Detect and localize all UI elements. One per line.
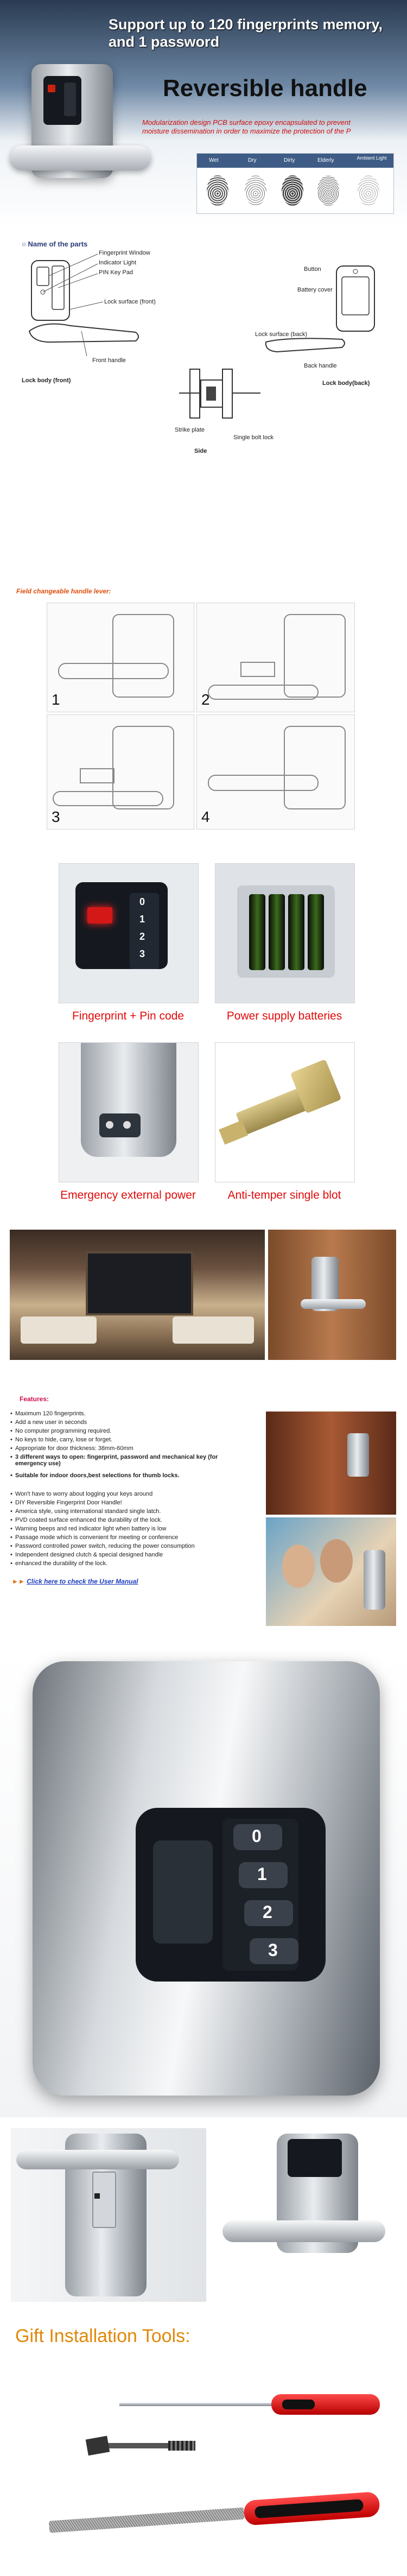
- feature-item: • Appropriate for door thickness: 38mm-60mm: [15, 1445, 133, 1452]
- manual-link-row: [12, 1578, 138, 1585]
- features-photos-section: [0, 847, 407, 1221]
- parts-heading-text: Name of the parts: [28, 240, 88, 248]
- parts-front-drawing: [22, 250, 163, 375]
- closeup-key-2: 2: [263, 1902, 272, 1922]
- door-photo-small: [266, 1412, 396, 1515]
- label-side: Side: [194, 448, 207, 454]
- label-lock-body-front: Lock body (front): [22, 377, 71, 384]
- room-photos-section: [0, 1230, 407, 1365]
- lever-step-1: [47, 603, 194, 712]
- features-list-section: [0, 1379, 407, 1650]
- caption-emergency-power: Emergency external power: [60, 1189, 196, 1201]
- hero-desc-1: Modularization design PCB surface epoxy encapsulated to prevent: [142, 118, 351, 126]
- step-number: 4: [201, 808, 210, 825]
- caption-fingerprint-pin: Fingerprint + Pin code: [72, 1010, 185, 1022]
- finger-type-dirty: Dirty: [284, 157, 295, 163]
- fingerprint-icon: [245, 175, 266, 206]
- living-room-photo: [10, 1230, 265, 1360]
- label-lock-body-back: Lock body(back): [322, 380, 370, 387]
- screwdriver-image: [119, 2383, 391, 2427]
- lever-step-4: [196, 714, 355, 830]
- photo-batteries: [215, 863, 355, 1003]
- parts-heading: [22, 240, 87, 248]
- back-photos-section: [0, 2128, 407, 2307]
- label-back-handle: Back handle: [304, 363, 337, 369]
- closeup-key-1: 1: [257, 1864, 267, 1884]
- fingerprint-icon: [207, 175, 228, 206]
- feature-item: • Add a new user in seconds: [15, 1419, 87, 1426]
- family-photo: [266, 1517, 396, 1626]
- circle-icon: ○: [22, 240, 28, 248]
- label-lock-surface-back: Lock surface (back): [255, 331, 307, 338]
- fingerprint-icon: [282, 175, 303, 206]
- hero-desc-2: moisture dissemination in order to maximize the protection of the P: [142, 127, 351, 135]
- parts-back-drawing: [255, 261, 391, 375]
- file-tool-image: [48, 2485, 386, 2547]
- back-lock-photo: [11, 2128, 206, 2302]
- caption-single-bolt: Anti-temper single blot: [227, 1189, 341, 1201]
- lever-step-3: [47, 714, 194, 830]
- finger-type-dry: Dry: [248, 157, 257, 163]
- hero-title: Reversible handle: [163, 75, 367, 102]
- label-lock-surface-front: Lock surface (front): [104, 299, 156, 305]
- photo-fingerprint-pin: [59, 863, 199, 1003]
- lever-section: [0, 586, 407, 836]
- feature-item: • PVD coated surface enhanced the durability of the lock.: [15, 1517, 162, 1523]
- label-indicator-light: Indicator Light: [99, 260, 137, 266]
- feature-item: • Independent designed clutch & special designed handle: [15, 1552, 163, 1558]
- finger-type-ambient: Ambient Light: [357, 155, 387, 161]
- hero-headline-2: and 1 password: [109, 34, 220, 50]
- feature-item: • America style, using international standard single latch.: [15, 1508, 161, 1515]
- fingerprint-icon: [358, 175, 379, 206]
- feature-item: • DIY Reversible Fingerprint Door Handle!: [15, 1499, 122, 1506]
- feature-item: • No computer programming required.: [15, 1428, 111, 1434]
- feature-item: • Maximum 120 fingerprints.: [15, 1410, 86, 1417]
- photo-single-bolt: [215, 1042, 355, 1182]
- feature-item: • Won't have to worry about logging your keys around: [15, 1491, 152, 1497]
- finger-types-table: [196, 153, 394, 214]
- feature-item: • Suitable for indoor doors,best selections for thumb locks.: [15, 1472, 180, 1479]
- finger-type-elderly: Elderly: [317, 157, 334, 163]
- hero-headline-1: Support up to 120 fingerprints memory,: [109, 16, 383, 33]
- key-2: 2: [139, 931, 145, 942]
- key-3: 3: [139, 948, 145, 959]
- gift-tools-section: [0, 2318, 407, 2576]
- caption-batteries: Power supply batteries: [226, 1010, 342, 1022]
- feature-item: • Warning beeps and red indicator light when battery is low: [15, 1526, 166, 1532]
- finger-type-wet: Wet: [209, 157, 219, 163]
- feature-item: • Password controlled power switch, reducing the power consumption: [15, 1543, 195, 1549]
- feature-item: • 3 different ways to open: fingerprint, password and mechanical key (for emergency use): [15, 1454, 243, 1467]
- closeup-key-3: 3: [268, 1940, 278, 1960]
- feature-item: • No keys to hide, carry, lose or forget.: [15, 1436, 112, 1443]
- closeup-key-0: 0: [252, 1826, 262, 1846]
- label-strike-plate: Strike plate: [175, 427, 205, 433]
- step-number: 3: [52, 808, 60, 825]
- user-manual-link[interactable]: Click here to check the User Manual: [27, 1578, 138, 1585]
- features-heading: Features:: [20, 1395, 49, 1403]
- fingerprint-icon: [317, 175, 339, 206]
- hero-section: [0, 0, 407, 228]
- key-1: 1: [139, 914, 145, 925]
- arrow-icon: ►►: [12, 1578, 25, 1585]
- feature-item: • enhanced the durability of the lock.: [15, 1560, 107, 1567]
- label-front-handle: Front handle: [92, 357, 126, 364]
- label-single-bolt-lock: Single bolt lock: [233, 434, 274, 441]
- front-lock-photo: [212, 2128, 396, 2302]
- hero-handle-image: [10, 145, 151, 170]
- feature-item: • Passage mode which is convenient for meeting or conference: [15, 1534, 178, 1541]
- step-number: 2: [201, 691, 210, 708]
- gift-title: Gift Installation Tools:: [15, 2326, 190, 2346]
- photo-emergency-power: [59, 1042, 199, 1182]
- door-lock-photo: [268, 1230, 396, 1360]
- lever-heading: Field changeable handle lever:: [16, 587, 111, 595]
- lever-step-2: [196, 603, 355, 712]
- label-fingerprint-window: Fingerprint Window: [99, 250, 150, 256]
- label-pin-keypad: PIN Key Pad: [99, 269, 133, 276]
- label-button: Button: [304, 266, 321, 273]
- closeup-lock-photo: [33, 1661, 380, 2096]
- drill-bit-image: [81, 2421, 201, 2470]
- label-battery-cover: Battery cover: [297, 287, 333, 293]
- closeup-section: [0, 1650, 407, 2117]
- key-0: 0: [139, 896, 145, 907]
- parts-section: [0, 228, 407, 586]
- step-number: 1: [52, 691, 60, 708]
